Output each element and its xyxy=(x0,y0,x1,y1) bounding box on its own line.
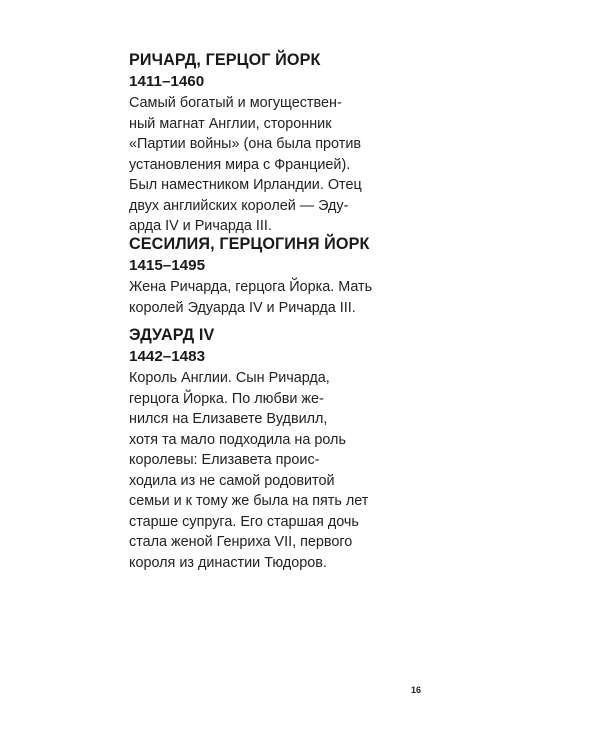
text-line: Жена Ричарда, герцога Йорка. Мать xyxy=(129,279,373,295)
entry-years: 1442–1483 xyxy=(129,348,206,365)
text-line: герцога Йорка. По любви же- xyxy=(129,390,324,407)
text-line: короля из династии Тюдоров. xyxy=(129,554,327,571)
entry-description xyxy=(129,93,429,237)
entry-name: СЕСИЛИЯ, ГЕРЦОГИНЯ ЙОРК xyxy=(129,235,370,253)
entry-description xyxy=(129,368,429,573)
text-line: стала женой Генриха VII, первого xyxy=(129,534,353,550)
text-line: «Партии войны» (она была против xyxy=(129,136,362,152)
entry-name: РИЧАРД, ГЕРЦОГ ЙОРК xyxy=(129,51,321,69)
page-number: 16 xyxy=(411,685,422,695)
text-line: Был наместником Ирландии. Отец xyxy=(129,177,362,193)
text-line: королей Эдуарда IV и Ричарда III. xyxy=(129,299,356,316)
text-line: ный магнат Англии, сторонник xyxy=(129,115,332,132)
text-line: Король Англии. Сын Ричарда, xyxy=(129,370,330,386)
text-line: королевы: Елизавета проис- xyxy=(129,452,320,468)
entry-richard-duke-of-york xyxy=(129,50,429,237)
text-line: нился на Елизавете Вудвилл, xyxy=(129,411,328,427)
text-line: хотя та мало подходила на роль xyxy=(129,431,346,448)
text-line: двух английских королей — Эду- xyxy=(129,197,349,214)
entry-years: 1411–1460 xyxy=(129,73,205,90)
entry-cecily-duchess-of-york xyxy=(129,234,429,318)
entry-description xyxy=(129,277,429,318)
entry-years: 1415–1495 xyxy=(129,257,206,274)
text-line: семьи и к тому же была на пять лет xyxy=(129,493,369,509)
text-line: арда IV и Ричарда III. xyxy=(129,218,272,234)
text-line: старше супруга. Его старшая дочь xyxy=(129,513,359,530)
entry-name: ЭДУАРД IV xyxy=(129,326,215,344)
text-line: установления мира с Францией). xyxy=(129,156,351,173)
entry-edward-iv xyxy=(129,325,429,573)
text-line: ходила из не самой родовитой xyxy=(129,472,335,489)
text-line: Самый богатый и могуществен- xyxy=(129,95,342,111)
